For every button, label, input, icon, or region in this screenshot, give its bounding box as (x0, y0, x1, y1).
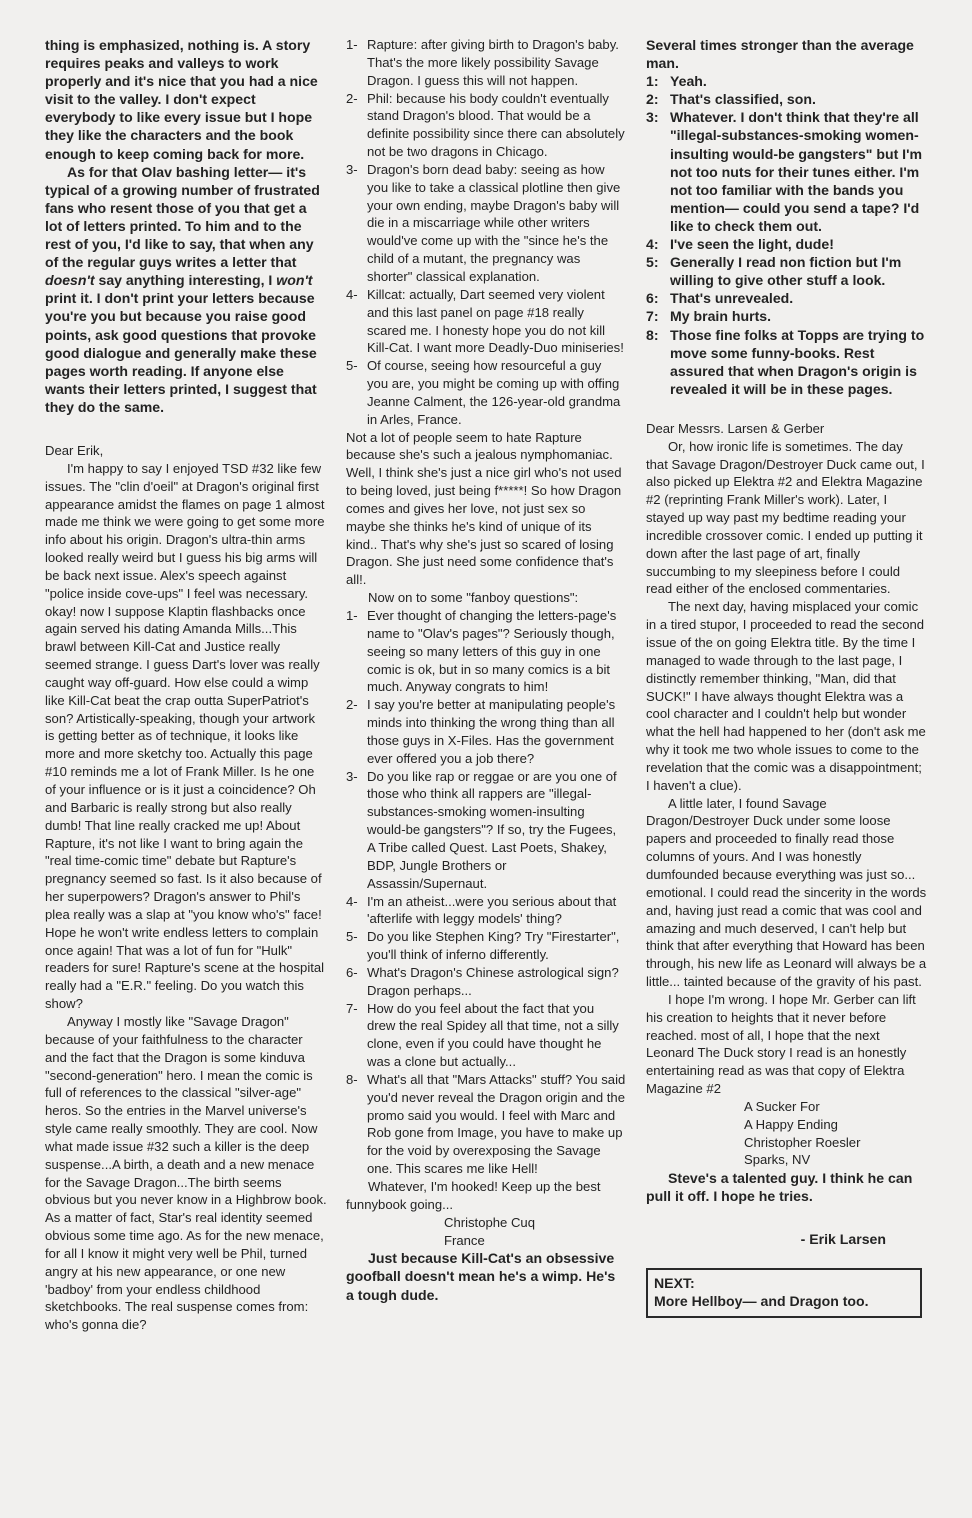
question-list (346, 607, 626, 1178)
list-item: 4: I've seen the light, dude! (646, 236, 834, 253)
letter-signature-name: Christophe Cuq (444, 1214, 535, 1230)
list-item: 8- What's all that "Mars Attacks" stuff? You said you'd never reveal the Dragon origin and the promo said you would. I feel with Marc and Rob gone from Image, you have to make up for the void by overexposing the Savage one. This scares me like Hell! (346, 1071, 626, 1177)
letter-signature-place: France (444, 1232, 485, 1248)
list-item: 2- I say you're better at manipulating people's minds into thinking the wrong thing than all those guys in X-Files. Has the government ever offered you a job there? (346, 697, 616, 766)
letter-paragraph: Or, how ironic life is sometimes. The day that Savage Dragon/Destroyer Duck came out, I also picked up Elektra #2 and Elektra Magazine #2 (reprinting Frank Miller's work). Later, I stayed up way past my bedtime reading your incredible crossover comic. I ended up putting it down after the last page of art, finally succumbing to my sleepiness before I could read either of the enclosed commentaries. (646, 438, 925, 597)
list-item: 2: That's classified, son. (646, 91, 816, 108)
letter-signature-line: Sparks, NV (744, 1152, 811, 1168)
list-item: 5: Generally I read non fiction but I'm willing to give other stuff a look. (646, 254, 902, 289)
list-item: 3: Whatever. I don't think that they're all "illegal-substances-smoking women-insulting would-be gangsters" but I'm not too nuts for their tunes either. I'm not too familiar with the bands you mention— could you send a tape? I'd like to check them out. (646, 109, 922, 234)
editor-reply-text: Steve's a talented guy. I think he can pull it off. I hope he tries. (646, 1170, 913, 1205)
editor-reply-text: thing is emphasized, nothing is. A story requires peaks and valleys to work properly and it's nice that you had a nice visit to the valley. I don't expect everybody to like every issue but I hope they like the characters and the book enough to keep coming back for more. (45, 37, 318, 162)
editor-reply-text: Just because Kill-Cat's an obsessive goofball doesn't mean he's a wimp. He's a tough dude. (346, 1250, 616, 1303)
letter-signature-line: A Sucker For (744, 1098, 820, 1114)
list-item: 4- Killcat: actually, Dart seemed very violent and this last panel on page #18 really scared me. I honesty hope you do not kill Kill-Cat. I want more Deadly-Duo miniseries! (346, 286, 624, 356)
editor-reply-olav: As for that Olav bashing letter— it's typical of a growing number of frustrated fans who resent those of you that get a lot of letters printed. To him and to the rest of you, I'd like to say, that when any of the regular guys writes a letter that doesn't say anything interesting, I won't print it. I don't print your letters because you're you but because you raise good points, ask good questions that provoke good dialogue and generally make these pages worth reading. If anyone else wants their letters printed, I suggest that they do the same. (45, 163, 320, 415)
letter-closing: Whatever, I'm hooked! Keep up the best funnybook going... (346, 1179, 601, 1212)
editor-signature: - Erik Larsen (800, 1230, 886, 1247)
letter-salutation: Dear Erik, (45, 442, 104, 458)
list-item: 4- I'm an atheist...were you serious about that 'afterlife with leggy models' thing? (346, 893, 617, 927)
letter-salutation: Dear Messrs. Larsen & Gerber (646, 420, 825, 436)
list-item: 7- How do you feel about the fact that you drew the real Spidey all that time, not a silly clone, even if you could have thought he was a clone but actually... (346, 1000, 619, 1070)
letter-paragraph: I hope I'm wrong. I hope Mr. Gerber can lift his creation to heights that it never before reached. most of all, I hope that the next Leonard The Duck story I read is an honestly entertaining read as was that copy of Elektra Magazine #2 (646, 991, 916, 1097)
list-item: 5- Do you like Stephen King? Try "Firestarter", you'll think of inferno differently. (346, 929, 620, 963)
editor-reply-text: Several times stronger than the average man. (646, 37, 914, 72)
letter-signature-line: A Happy Ending (744, 1116, 838, 1132)
column-middle (346, 36, 626, 1304)
list-item: 6- What's Dragon's Chinese astrological sign? Dragon perhaps... (346, 964, 619, 998)
letter-paragraph: The next day, having misplaced your comic in a tired stupor, I proceeded to read the second issue of the on going Elektra title. By the time I managed to wade through to the last page, I distinctly remember thinking, "Man, did that SUCK!" I have always thought Elektra was a cool character and I couldn't help but wonder what the hell had happened to her (don't ask me why it took me two whole issues to come to the revelation that the comic was a disappointment; I haven't a clue). (646, 599, 926, 793)
list-item: 2- Phil: because his body couldn't eventually stand Dragon's blood. That would be a definite possibility since there can absolutely not be two dragons in Chicago. (346, 90, 625, 160)
list-item: 7: My brain hurts. (646, 308, 772, 325)
answer-list (646, 72, 928, 398)
list-item: 1: Yeah. (646, 73, 707, 90)
column-right (646, 36, 928, 1318)
next-issue-box (646, 1268, 922, 1318)
list-item: 1- Rapture: after giving birth to Dragon's baby. That's the more likely possibility Savage Dragon. I guess this will not happen. (346, 37, 619, 88)
letter-signature-line: Christopher Roesler (744, 1134, 861, 1150)
letter-paragraph: I'm happy to say I enjoyed TSD #32 like few issues. The "clin d'oeil" at Dragon's original first appearance amidst the flames on page 1 almost made me think we were going to get some more info about his origin. Dragon's ultra-thin arms looked really weird but I guess his big arms will be back next issue. Alex's speech against "police inside cove-ups" I feel was necessary. okay! now I suppose Klaptin flashbacks once again served his dating Amanda Mills...This brawl between Kill-Cat and Justice really seemed strange. I guess Dart's lover was really caught way off-guard. How else could a wimp like Kill-Cat beat the crap outta SuperPatriot's son? Artistically-speaking, though your artwork is getting better as of technique, it looks like more and more sketchy too. Actually this page #10 reminds me a lot of Frank Miller. Is he one of your influence or is it just a coincidence? Oh and Barbaric is really strong but also really dumb! That line really cracked me up! About Rapture, it's not like I want to bring again the "real time-comic time" debate but Rapture's pregnancy seemed so fast. Is it also because of her superpowers? Dragon's answer to Phil's plea really was a slap at "you know who's" face! Hope he won't write endless letters to complain once again! That was a lot of fun for "Hulk" readers for sure! Rapture's scene at the hospital really had a "E.R." feeling. Do you watch this show? (45, 460, 325, 1012)
list-item: 5- Of course, seeing how resourceful a guy you are, you might be coming up with offing Jeanne Calment, the 126-year-old grandma in Arles, France. (346, 358, 621, 427)
list-item: 3- Do you like rap or reggae or are you one of those who think all rappers are "illegal-substances-smoking women-insulting would-be gangsters"? If so, try the Fugees, A Tribe called Quest. Last Poets, Shakey, BDP, Jungle Brothers or Assassin/Supernaut. (346, 768, 617, 891)
list-item: 1- Ever thought of changing the letters-page's name to "Olav's pages"? Seriously though, seeing so many letters of this guy in one comic is ok, but in so many comics is a bit much. Anyway congrats to him! (346, 608, 617, 695)
list-item: 6: That's unrevealed. (646, 290, 794, 307)
column-left (45, 36, 327, 1334)
letter-paragraph: A little later, I found Savage Dragon/Destroyer Duck under some loose papers and proceeded to finally read those columns of yours. And I was honestly dumfounded because everything was just so... emotional. I could read the sincerity in the words and, having just read a comic that was cool and amazing and much deserved, I can't help but think that after everything that Howard has been through, his new life as Leonard will always be a little... tainted because of the gravity of his past. (646, 795, 927, 990)
letter-paragraph: Now on to some "fanboy questions": (368, 590, 579, 606)
next-label: NEXT: (654, 1274, 695, 1291)
next-text: More Hellboy— and Dragon too. (654, 1292, 869, 1309)
guess-list (346, 36, 626, 429)
list-item: 8: Those fine folks at Topps are trying to move some funny-books. Rest assured that when Dragon's origin is revealed it will be in these pages. (646, 326, 925, 397)
list-item: 3- Dragon's born dead baby: seeing as how you like to take a classical plotline then give your own ending, maybe Dragon's baby will die in a miscarriage while other writers would've come up with the "since he's the child of a mutant, the pregnancy was shorter" classical explanation. (346, 161, 621, 284)
letter-paragraph: Anyway I mostly like "Savage Dragon" because of your faithfulness to the character and the fact that the Dragon is some kinduva "second-generation" hero. I mean the comic is full of references to the classical "silver-age" heros. So the entries in the Marvel universe's style came really smoothly. They are cool. Now what made issue #32 such a killer is the deep suspense...A birth, a death and a new menace for the Savage Dragon...The birth seems obvious but you never know in a Highbrow book. As a matter of fact, Star's real identity seemed obvious some time ago. As for the new menace, for all I know it might very well be Phil, turned angry at his new appearance, or one new 'badboy' from your endless childhood sketchbooks. The real suspense comes from: who's gonna die? (45, 1013, 327, 1333)
letter-paragraph: Not a lot of people seem to hate Rapture because she's such a jealous nymphomaniac. Well, I think she's just a nice girl who's not used to being loved, just being f*****! So how Dragon comes and gives her love, not just sex so maybe she thinks he's kind of unique of its kind.. That's why she's just so scared of losing Dragon. She just need some confidence that's all!. (346, 429, 622, 588)
